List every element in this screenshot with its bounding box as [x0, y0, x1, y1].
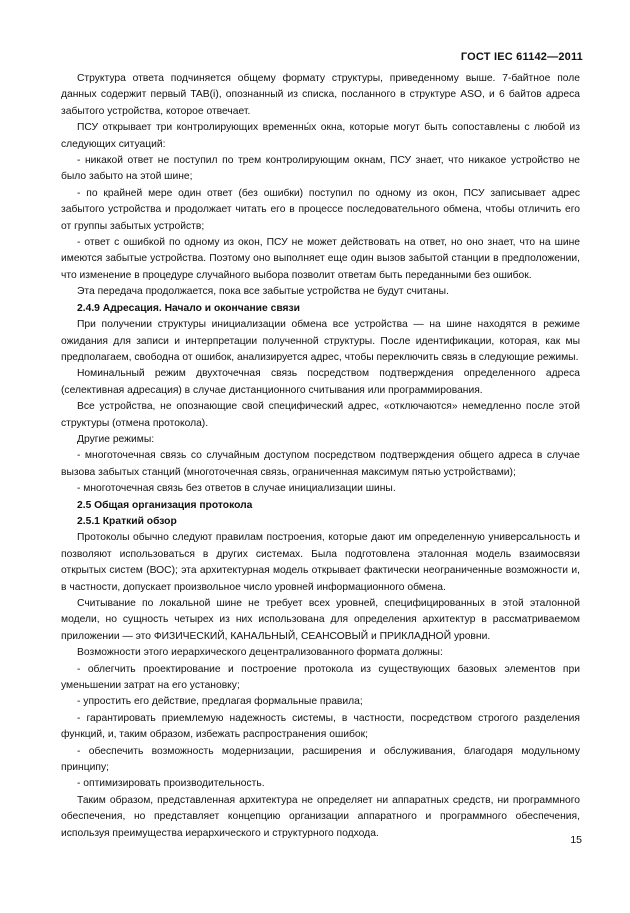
document-header: ГОСТ IEC 61142—2011 [460, 51, 583, 63]
list-item: - многоточечная связь со случайным доступом посредством подтверждения общего адреса в случае вызова забытых станций (многоточечная связь, ограниченная максимум пятью устройствами); [61, 450, 580, 478]
paragraph: Возможности этого иерархического децентрализованного формата должны: [77, 647, 443, 659]
section-heading: 2.4.9 Адресация. Начало и окончание связи [77, 302, 300, 314]
paragraph: Структура ответа подчиняется общему формату структуры, приведенному выше. 7-байтное поле данных содержит первый TAB(i), опознанный из списка, посланного в структуре ASO, и 6 байтов адреса забытого устройства, которое отвечает. [61, 73, 580, 117]
paragraph: Другие режимы: [77, 433, 155, 445]
subsection-heading: 2.5.1 Краткий обзор [77, 515, 177, 527]
page-number: 15 [570, 834, 582, 846]
paragraph: ПСУ открывает три контролирующих временны́х окна, которые могут быть сопоставлены с любой из следующих ситуаций: [61, 122, 580, 150]
list-item: - никакой ответ не поступил по трем контролирующим окнам, ПСУ знает, что никакое устройство не было забыто на этой шине; [61, 155, 580, 183]
list-item: - ответ с ошибкой по одному из окон, ПСУ не может действовать на ответ, но оно знает, что на шине имеются забытые устройства. Поэтому оно выполняет еще один вызов забытой станции в предположении, что изменение в процедуре случайного выбора позволит ответам быть переданными без ошибок. [61, 237, 580, 281]
list-item: - гарантировать приемлемую надежность системы, в частности, посредством строгого разделения функций, и, таким образом, избежать распространения ошибок; [61, 712, 580, 741]
list-item: - упростить его действие, предлагая формальные правила; [77, 696, 363, 708]
paragraph: Номинальный режим двухточечная связь посредством подтверждения определенного адреса (селективная адресация) в случае дистанционного считывания или программирования. [61, 368, 580, 396]
paragraph: Все устройства, не опознающие свой специфический адрес, «отключаются» немедленно после этой структуры (отмена протокола). [61, 401, 580, 429]
paragraph: Протоколы обычно следуют правилам построения, которые дают им определенную универсальность и позволяют использоваться в других системах. Была подготовлена эталонная модель взаимосвязи открытых систем (ВОС); эта архитектурная модель открывает фактически неограниченные возможности и, в частности, допускает произвольное число уровней информационного обмена. [61, 532, 580, 593]
list-item: - оптимизировать производительность. [77, 778, 265, 790]
list-item: - обеспечить возможность модернизации, расширения и обслуживания, благодаря модульному принципу; [61, 745, 580, 774]
paragraph: При получении структуры инициализации обмена все устройства — на шине находятся в режиме ожидания для записи и интерпретации полученной структуры. После идентификации, которая, как мы предполагаем, свободна от ошибок, анализируется адрес, чтобы переключить связь в следующие режимы. [61, 319, 580, 363]
list-item: - многоточечная связь без ответов в случае инициализации шины. [77, 483, 396, 495]
body-text [61, 71, 580, 842]
list-item: - по крайней мере один ответ (без ошибки) поступил по одному из окон, ПСУ записывает адрес забытого устройства и продолжает читать его в процессе последовательного обмена, чтобы отличить его от группы забытых устройств; [61, 187, 580, 232]
section-heading: 2.5 Общая организация протокола [77, 499, 253, 511]
list-item: - облегчить проектирование и построение протокола из существующих базовых элементов при уменьшении затрат на его установку; [61, 663, 580, 692]
paragraph: Таким образом, представленная архитектура не определяет ни аппаратных средств, ни программного обеспечения, но представляет концепцию организации аппаратного и программного обеспечения, используя преимущества иерархического и структурного подхода. [61, 794, 580, 839]
paragraph: Эта передача продолжается, пока все забытые устройства не будут считаны. [77, 286, 449, 298]
paragraph: Считывание по локальной шине не требует всех уровней, специфицированных в этой эталонной модели, но сущность четырех из них использована для определения архитектур в рассматриваемом приложении — это ФИЗИЧЕСКИЙ, КАНАЛЬНЫЙ, СЕАНСОВЫЙ и ПРИКЛАДНОЙ уровни. [61, 598, 580, 642]
